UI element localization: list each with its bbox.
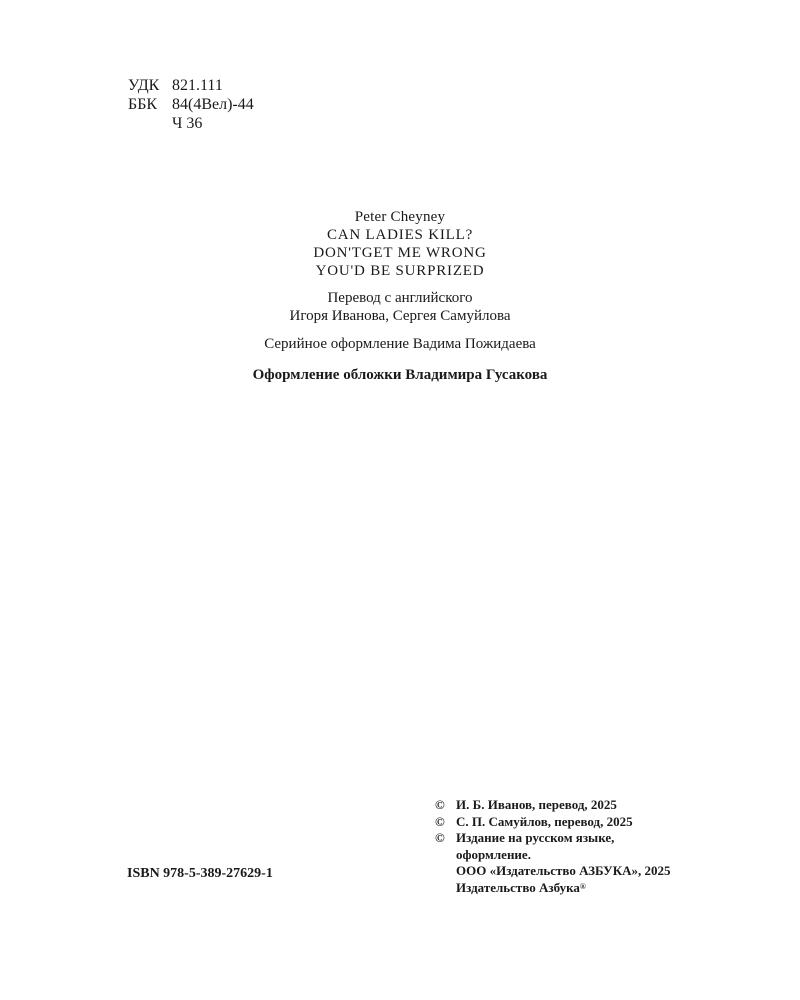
translation-line-1: Перевод с английского (327, 290, 473, 306)
publisher-brand-name: Издательство Азбука (456, 879, 580, 895)
author-mark-row (128, 114, 254, 133)
copyright-symbol: © (435, 797, 445, 812)
copyright-entry (435, 814, 671, 831)
bbk-row (128, 95, 254, 114)
copyright-block (435, 797, 671, 896)
original-author: Peter Cheyney (354, 209, 446, 225)
copyright-symbol: © (435, 830, 445, 845)
copyright-continuation: оформление. (456, 846, 531, 862)
copyright-entry (435, 797, 671, 814)
copyright-continuation: ООО «Издательство АЗБУКА», 2025 (456, 863, 671, 878)
registered-mark: ® (579, 881, 586, 891)
isbn: ISBN 978-5-389-27629-1 (127, 866, 273, 881)
copyright-text: Издание на русском языке, (456, 830, 615, 845)
author-mark: Ч 36 (172, 115, 203, 132)
original-title-1: CAN LADIES KILL? (326, 227, 474, 243)
udk-row (128, 76, 254, 95)
udk-value: 821.111 (172, 77, 223, 94)
copyright-text: С. П. Самуйлов, перевод, 2025 (456, 813, 633, 829)
original-title-3: YOU'D BE SURPRIZED (315, 263, 485, 279)
series-design-credit: Серийное оформление Вадима Пожидаева (264, 336, 536, 352)
udk-label: УДК (128, 77, 160, 94)
publisher-brand (435, 880, 671, 897)
cover-design-credit: Оформление обложки Владимира Гусакова (252, 367, 548, 383)
original-edition-block (0, 208, 800, 280)
copyright-symbol: © (435, 813, 445, 829)
translation-line-2: Игоря Иванова, Сергея Самуйлова (289, 308, 511, 324)
translation-credit (0, 289, 800, 325)
bbk-value: 84(4Вел)-44 (172, 96, 254, 113)
copyright-entry (435, 830, 671, 847)
original-title-2: DON'TGET ME WRONG (313, 245, 487, 261)
bbk-label: ББК (128, 96, 158, 113)
classification-block (128, 76, 254, 133)
copyright-text: И. Б. Иванов, перевод, 2025 (456, 797, 617, 812)
